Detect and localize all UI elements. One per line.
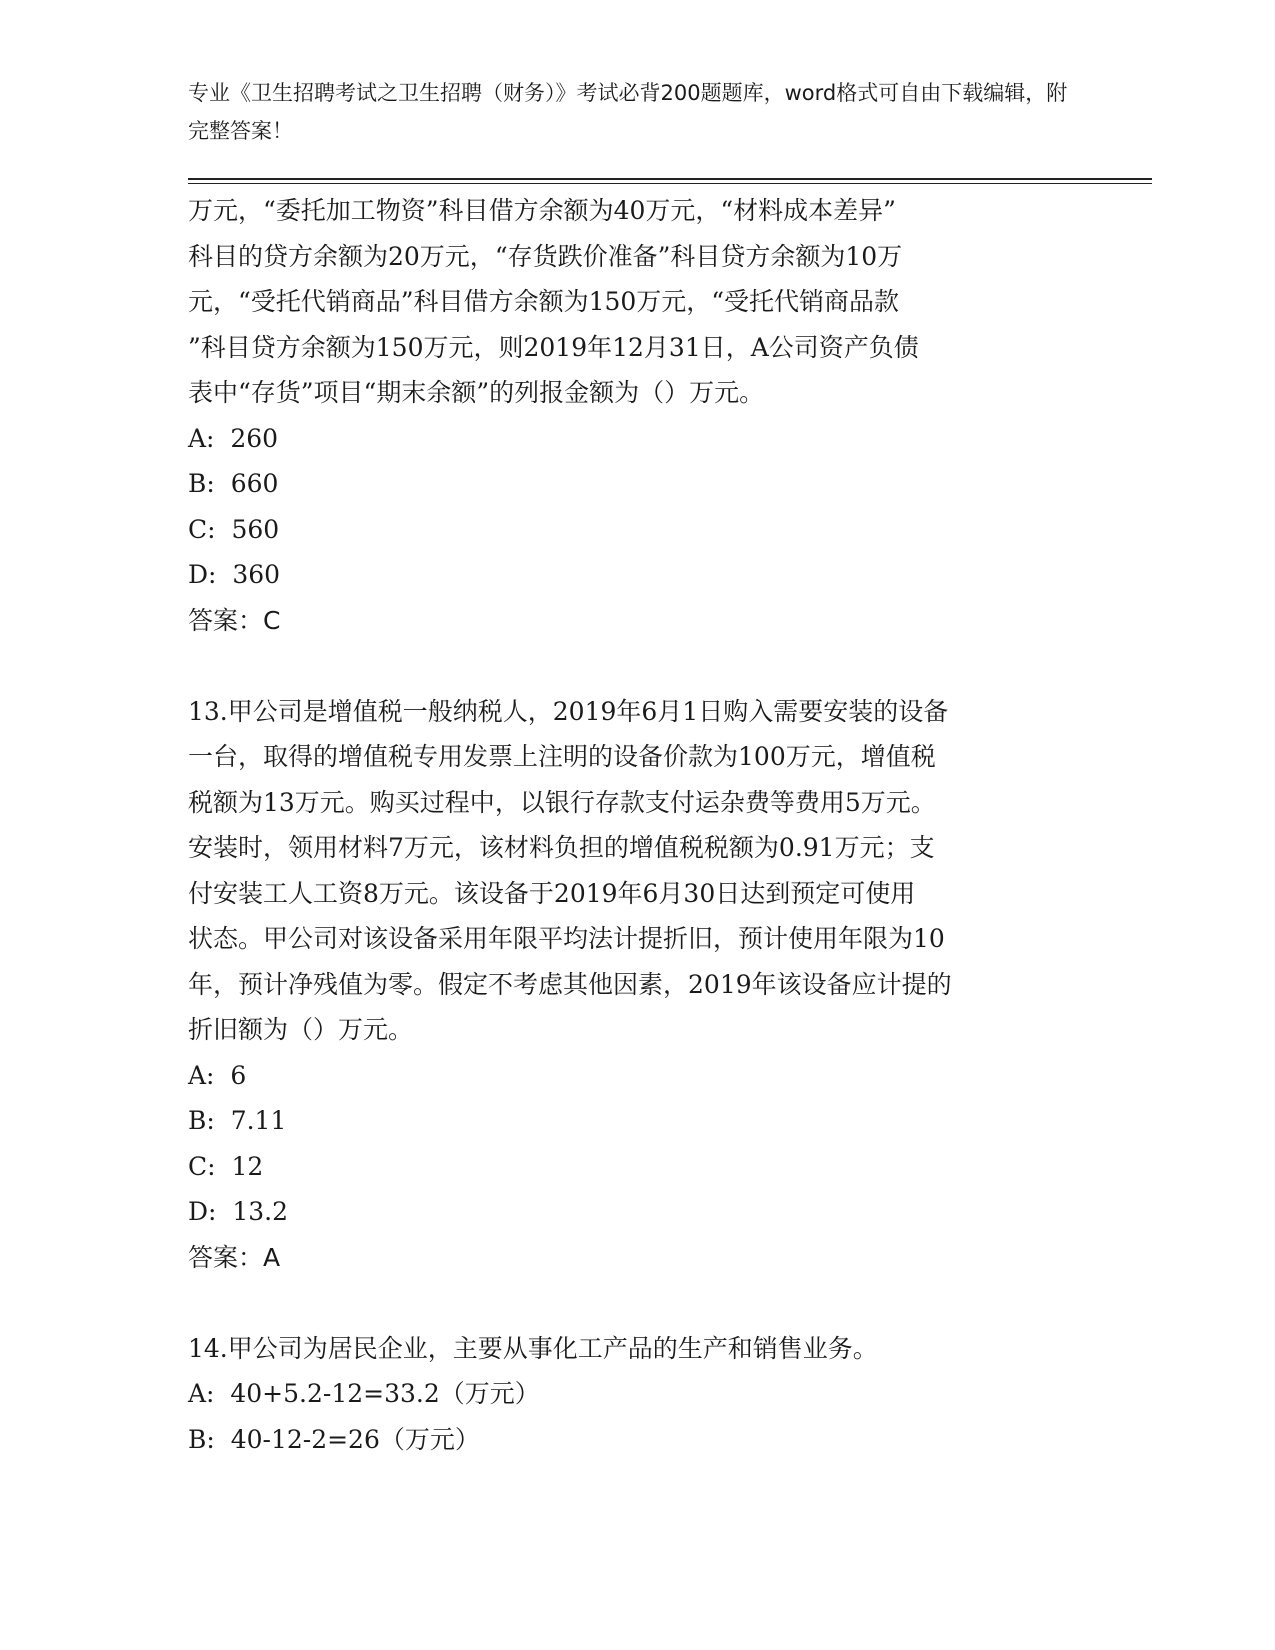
question-text-line: 安装时，领用材料7万元，该材料负担的增值税税额为0.91万元；支 [188,833,935,862]
question-text-line: 付安装工人工资8万元。该设备于2019年6月30日达到预定可使用 [188,878,916,908]
document-body [188,188,1078,1462]
header-title: 专业《卫生招聘考试之卫生招聘（财务）》考试必背200题题库，word格式可自由下载编辑，附完整答案！ [188,81,1068,143]
question-13 [188,689,1078,1281]
question-text-line: 折旧额为（）万元。 [188,1015,414,1044]
question-text-line: 万元，“委托加工物资”科目借方余额为40万元，“材料成本差异” [188,196,896,225]
option-d: D: 13.2 [188,1197,289,1226]
header-divider-thin [188,183,1152,184]
spacer [188,1280,1078,1326]
question-text-line: ”科目贷方余额为150万元，则2019年12月31日，A公司资产负债 [188,332,919,362]
option-a: A: 6 [188,1060,247,1090]
question-text-line: 元，“受托代销商品”科目借方余额为150万元，“受托代销商品款 [188,287,900,316]
option-a: A: 40+5.2-12=33.2（万元） [188,1379,540,1408]
option-a: A: 260 [188,423,279,453]
question-text-line: 年，预计净残值为零。假定不考虑其他因素，2019年该设备应计提的 [188,969,952,999]
option-c: C: 12 [188,1151,264,1181]
option-d: D: 360 [188,560,281,589]
question-text-line: 税额为13万元。购买过程中，以银行存款支付运杂费等费用5万元。 [188,787,936,817]
option-b: B: 660 [188,469,279,498]
question-text-line: 科目的贷方余额为20万元，“存货跌价准备”科目贷方余额为10万 [188,241,903,271]
option-b: B: 40-12-2=26（万元） [188,1424,480,1454]
question-12 [188,188,1078,643]
question-14 [188,1326,1078,1463]
answer-line: 答案：A [188,1242,281,1272]
question-text-line: 14.甲公司为居民企业，主要从事化工产品的生产和销售业务。 [188,1333,878,1363]
document-header [188,74,1078,150]
spacer [188,643,1078,689]
question-text-line: 状态。甲公司对该设备采用年限平均法计提折旧，预计使用年限为10 [188,924,945,953]
answer-line: 答案：C [188,605,281,635]
option-b: B: 7.11 [188,1106,287,1135]
option-c: C: 560 [188,514,280,544]
header-divider-thick [188,178,1152,180]
question-text-line: 一台，取得的增值税专用发票上注明的设备价款为100万元，增值税 [188,742,936,771]
question-text-line: 表中“存货”项目“期末余额”的列报金额为（）万元。 [188,378,765,407]
question-text-line: 13.甲公司是增值税一般纳税人，2019年6月1日购入需要安装的设备 [188,696,949,726]
